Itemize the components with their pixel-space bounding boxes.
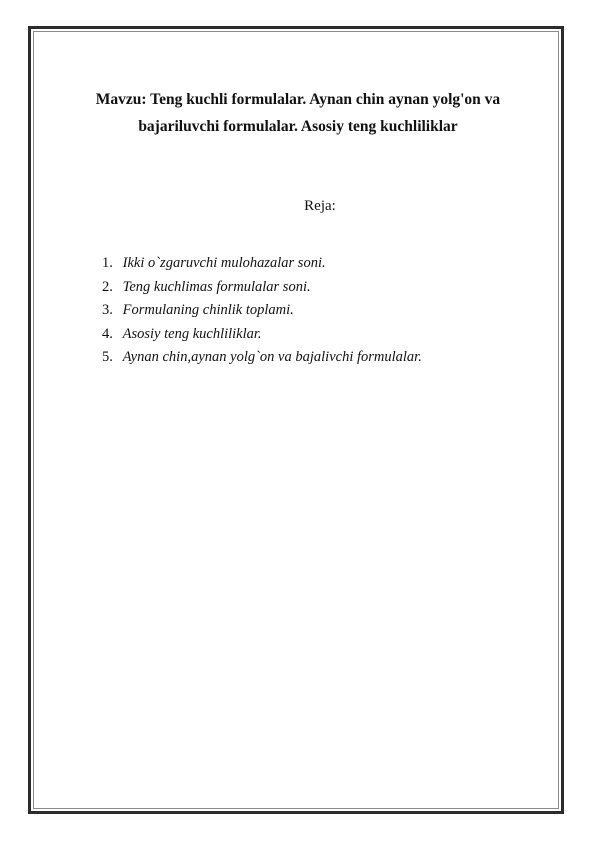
plan-item-number: 3. [102, 302, 113, 318]
plan-item [102, 276, 422, 300]
plan-item-text: Asosiy teng kuchliliklar. [122, 325, 262, 342]
plan-item-text: Ikki o`zgaruvchi mulohazalar soni. [122, 255, 326, 271]
plan-item [102, 346, 422, 370]
document-title [60, 86, 536, 140]
plan-item-number: 2. [102, 278, 113, 295]
plan-item-number: 4. [102, 325, 113, 342]
plan-item-text: Formulaning chinlik toplami. [122, 302, 294, 318]
plan-item-number: 1. [102, 255, 113, 271]
plan-item-text: Aynan chin,aynan yolg`on va bajalivchi formulalar. [122, 349, 422, 365]
plan-item-number: 5. [102, 349, 113, 365]
plan-item [102, 323, 422, 347]
title-line-2: bajariluvchi formulalar. Asosiy teng kuchliliklar [138, 118, 458, 135]
title-line-1: Mavzu: Teng kuchli formulalar. Aynan chin aynan yolg'on va [95, 91, 501, 108]
plan-heading: Reja: [304, 198, 336, 214]
plan-list [102, 252, 422, 370]
plan-item-text: Teng kuchlimas formulalar soni. [122, 278, 311, 295]
plan-item [102, 299, 422, 323]
page-border [28, 26, 564, 814]
plan-item [102, 252, 422, 276]
